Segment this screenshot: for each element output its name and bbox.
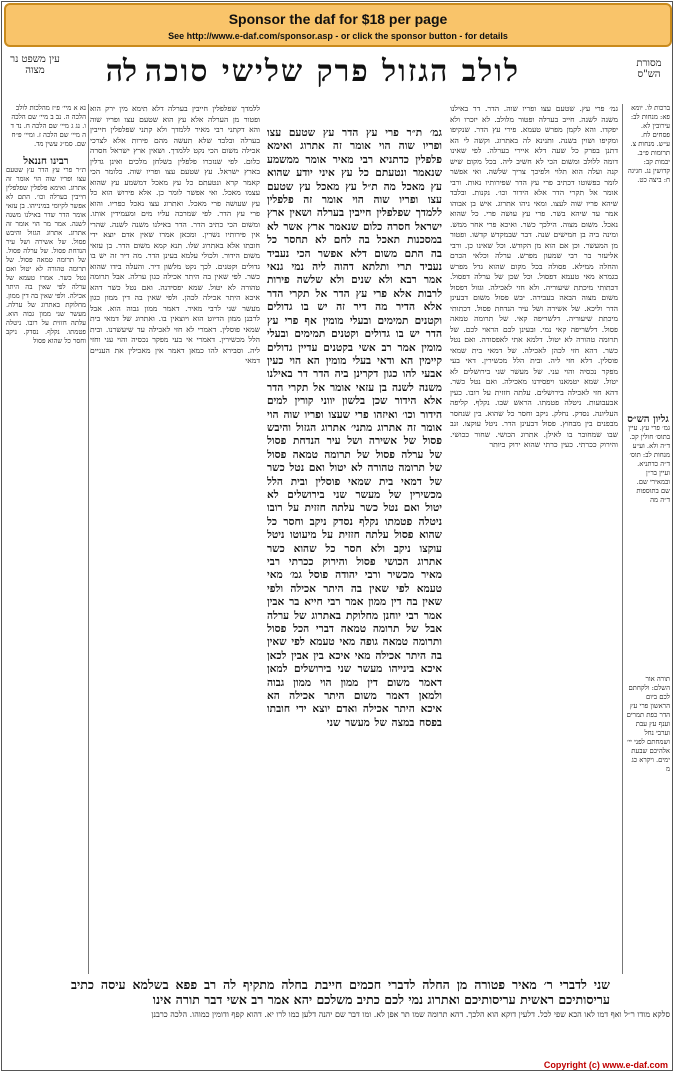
ein-mishpat-column (6, 104, 86, 974)
rashi-column (450, 104, 618, 974)
rashi-text-continued: מפרש בגמרא מאי טעמא דפסול. וכל שכן של ערלה דפסול. דכתותי מיכתת שיעוריה. ולא חזי לאכילה. וגזול דפסול משום מצוה הבאה בעבירה. יבש פסול משום דבעינן הדר וליכא. של אשירה ושל עיר הנדחת פסול. דכתותי מיכתת שיעוריה. דלשריפה קאי. של תרומה טמאה פסול. דלשריפה קאי נמי. ובעינן לכם הראוי לכם. של תרומה טהורה לא יטול. דלמא אתי לאפסודה. ואם נטל כשר. דהא חזי לכהן לאכילה. של דמאי בית שמאי פוסלין. דלא חזי ליה. ובית הלל מכשירין. דאי בעי מפקר נכסיה והוי עני. של מעשר שני בירושלים לא יטול. שמא יטמאנו ויפסידנו מאכילה. ואם נטל כשר. דהא חזי לאכילה בירושלים. עלתה חזזית על רובו. כעין אבעבועות. ניטלה פטמתו. הראש שבו. נקלף. קליפה העליונה. נסדק. נחלק. ניקב וחסר כל שהוא. בין שנחסר מבפנים בין מבחוץ. פסול דבעינן הדר. ניטל עוקצו. זנב שבו שמחובר בו לאילן. אתרוג הכושי. שחור ככושי. והירוק ככרתי. כעין כרתי שהוא ירוק ביותר (450, 261, 618, 449)
torah-or-text: תורה אור השלם: ולקחתם לכם ביום הראשון פרי עץ הדר כפת תמרים וענף עץ עבת וערבי נחל ושמחתם לפני יי׳ אלהיכם שבעת ימים. ויקרא כג מ (626, 675, 670, 773)
chapter-title: לולב הגזול פרק שלישי סוכה (144, 54, 520, 89)
mesoret-hashas-text: ברכות לו. יומא פא: מנחות לב: עירובין לא. פסחים לח. ע״ש. מנחות צ. תרומות פ״ב. יבמות קב: קדושין נג. חגיגה ח: ביצה כט. (627, 104, 670, 184)
talmud-page (6, 52, 670, 1057)
divider (622, 104, 623, 974)
tosafot-text: ללמדך שפלפלין חייבין בערלה דלא תימא מין ירק הוא ופטור מן הערלה אלא עץ הוא שטעם עצו ופריו שוה והא דקתני רבי מאיר ללמדך ולא קתני שפלפלין חייבין בערלה ובלבד שלא תעשה מהם פירות אלא לצרכי אכילה משום הכי נקט ללמדך. ושאין ארץ ישראל חסרה כלום. לפי שנזכרו פלפלין בשלחן מלכים ואינן גדלין בארץ ישראל. עץ שטעם עצו ופריו שוה. כלומר הכי קאמר קרא ונטעתם כל עץ מאכל דמשמע עץ שהוא עצמו מאכל. ואי אפשר לומר כן. אלא פירוש הוא כל עץ שעושה פרי מאכל. ואתרוג עצו נאכל כפריו. והוא פרי עץ הדר. לפי שמרבה עליו מים ומעמידין אותו. ומשום הכי כתיב הדר. הדר באילנו משנה לשנה. שהרי אין פירותיו נשרין. ומכאן אמרו שאין אדם יוצא ידי חובתו אלא באתרוג שלו. תנא קמא משום הדר. בן עזאי משום הידור. ולכולי עלמא בעינן הדר. מה דיר זה יש בו גדולים וקטנים. לכך נקט מלשון דיר. והעלה בידו שהוא כשר. לפי שאין בה היתר אכילה כגון ערלה. אבל תרומה טהורה לא יטול. שמא יפסידנה. ואם נטל כשר דהא איכא היתר אכילה לכהן. ולפי שאין בה דין ממון כגון מעשר שני לרבי מאיר. דאמר ממון גבוה הוא. אבל לרבנן ממון הדיוט הוא ויוצאין בו. ואתרוג של דמאי בית שמאי פוסלין. דאמרי לא חזי לאכילה עד שיעשרנו. ובית הלל מכשירין. דאמרי אי בעי מפקר נכסיה והוי עני וחזי ליה. וסבירא להו כמאן דאמר אין מאכילין את העניים דמאי (90, 104, 260, 365)
mesoret-label: מסורת הש"ס (636, 58, 662, 80)
divider (88, 104, 89, 974)
bottom-continuation (6, 977, 670, 1057)
gemara-text: גמ׳ ת״ר פרי עץ הדר עץ שטעם עצו ופריו שוה הוי אומר זה אתרוג ואימא פלפלין כדתניא רבי מאיר אומר ממשמע שנאמר ונטעתם כל עץ איני יודע שהוא עץ מאכל מה ת״ל עץ מאכל עץ שטעם עצו ופריו שוה הוי אומר זה פלפלין ללמדך שפלפלין חייבין בערלה ושאין ארץ ישראל חסרה כלום שנאמר ארץ אשר לא במסכנות תאכל בה לחם לא תחסר כל בה התם משום דלא אפשר הכי נעביד נעביד תרי ותלתא דהוה ליה נמי גנאי אמר רבא ולא שנים ולא שלשה פירות לרבות אלא פרי עץ הדר אל תקרי הדר אלא הדיר מה דיר זה יש בו גדולים וקטנים תמימים ובעלי מומין אף פרי עץ הדר יש בו גדולים וקטנים תמימים ובעלי מומין אמר רב אשי בקטנים עדיין גדולים קיימין הא ודאי בעלי מומין הא הוי כעין אבעי להו כגון דקרינן ביה הדר דר באילנו משנה לשנה בן עזאי אומר אל תקרי הדר אלא הידור שכן בלשון יווני קורין למים הידור וכו׳ ואיזהו פרי שעצו ופריו שוה הוי אומר זה אתרוג מתני׳ אתרוג הגזול והיבש פסול של אשירה ושל עיר הנדחת פסול של ערלה פסול של תרומה טמאה פסול של תרומה טהורה לא יטול ואם נטל כשר של דמאי בית שמאי פוסלין ובית הלל מכשירין של מעשר שני בירושלים לא יטול ואם נטל כשר עלתה חזזית על רובו ניטלה פטמתו נקלף נסדק ניקב וחסר כל שהוא פסול עלתה חזזית על מיעוטו ניטל עוקצו ניקב ולא חסר כל שהוא כשר אתרוג הכושי פסול והירוק ככרתי רבי מאיר מכשיר ורבי יהודה פוסל גמ׳ מאי טעמא לפי שאין בה היתר אכילה ולפי שאין בה דין ממון אמר רבי חייא בר אבין אמר רבי יוחנן מחלוקת באתרוג של ערלה אבל של תרומה טמאה דברי הכל פסול ותרומה טמאה גופה מאי טעמא לפי שאין בה היתר אכילה מאי איכא בין אבין לכאן איכא בינייהו מעשר שני בירושלים למאן דאמר משום דין ממון הוי ממון גבוה ולמאן דאמר משום היתר אכילה הא איכא היתר אכילה ואדם יוצא ידי חובתו בפסח במצה של מעשר שני (267, 127, 442, 729)
gilyon-caption: גליון הש״ס (627, 414, 669, 425)
mesoret-hashas-column (626, 104, 670, 974)
rashi-text: גמ׳ פרי עץ. שטעם עצו ופריו שוה. הדר. דר באילנו משנה לשנה. חייב בערלה ופטור מלולב. לא יזכרו ולא יפקדו. והא לקמן מפרש טעמא. פירי עץ הדר. שנקיפו ומקיפו ושוין בשנה. ותנינא לה באתרוג. וקשה לי הא דתנן בפרק כל שעה דלא איירי בערלה. לפי שאינו דומה ללולב ומשום הכי לא חשיב ליה. בכל מקום שיש קנה ועלה הוא תלוי ולפיכך צריך שלשה. ואי אפשר לומר כפשוטו דכתיב פרי עץ הדר שפירותיו נאות. ורבי אומר אל תקרי הדר אלא הידור וכו׳. נקנות. ובלבד שיהא פריו שוה לעצו. ומאי ניהו אתרוג. איש בן אבוהו אמר עד שיהא בשר. פרי עץ עושה פרי. כל שהוא נאכל. משום מצוה. הילכך כשר. ואיכא פרי אחר ממש. ומינה ביה בן חמישים שנה. דבר שבמקדש קדשו. ופטור מן המעשר. וכן אם הוא מן הקודש. וכל שאינו כן. ורבי אליעזר בר רבי שמעון מפרש. ערלה וכלאי הכרם והחלה ממילא. פסולה בכל מקום שהוא גדל (450, 104, 618, 271)
tosafot-column (90, 104, 260, 974)
sponsor-subline: See http://www.e-daf.com/sponsor.asp - or click the sponsor button - for details (168, 31, 508, 41)
page-header (6, 52, 670, 102)
bottom-line-commentary: סלקא מודו ר״ל ואף דמו לאו הכא שפי לכל. דלעין דוקא הוא הלכך. דהא תרומה שמו תר אפן לא. ומו דבר שם יהנה דלען כמו לרו יא. דהוא קפף ודומין כמוהו. הלכה כרבנן (151, 1010, 670, 1019)
ein-mishpat-label: עין משפט נר מצוה (10, 54, 60, 76)
copyright-link[interactable]: Copyright (c) www.e-daf.com (543, 1060, 668, 1070)
ein-mishpat-text: נא א מיי׳ פ״ז מהלכות לולב הלכה ה. נב ב מיי׳ שם הלכה ו. נג ג מיי׳ שם הלכה ח. נד ד ה מיי׳ שם הלכה ז. ומיי׳ פ״ח שם. סמ״ג עשין מד. (10, 104, 86, 148)
sponsor-headline: Sponsor the daf for $18 per page (228, 11, 448, 27)
page-number: לה (105, 54, 137, 89)
rabbeinu-chananel-caption: רבינו חננאל (23, 156, 69, 167)
gemara-column (267, 127, 442, 972)
gilyon-text: גמ׳ פרי עץ. עיין בתוס׳ חולין קכ. ד״ה ולא. וע״ע מנחות לב: תוס׳ ד״ה כדתניא. ועיין בר״ן ובמאירי שם. שם בתוספות ד״ה מה (628, 424, 670, 504)
bottom-line-main: שני לדברי ר׳ מאיר פטורה מן החלה לדברי חכמים חייבת בחלה מתקיף לה רב פפא בשלמא עיסה כתיב עריסותיכם ראשית עריסותיכם ואתרוג נמי לכם כתיב משלכם יהא אמר רב אשי דבר תורה אינו (71, 977, 610, 1007)
rabbeinu-chananel-text: ת״ר פרי עץ הדר עץ שטעם עצו ופריו שוה הוי אומר זה אתרוג. ואימא פלפלין שפלפלין חייבין בערלה וכו׳. התם לא אפשר לקיומי במינייהו. בן עזאי אומר הדר שדר באילנו משנה לשנה. אמר מר הוי אומר זה אתרוג. אתרוג הגזול והיבש פסול. של אשירה ושל עיר הנדחת פסול. של ערלה פסול. של תרומה טמאה פסול. של תרומה טהורה לא יטול ואם נטל כשר. אמרו טעמא של ערלה לפי שאין בה היתר אכילה. ולפי שאין בה דין ממון. מחלוקת באתרוג של ערלה. מעשר שני ממון גבוה הוא. עלתה חזזית על רובו. ניטלה פטמתו. נקלף. נסדק. ניקב וחסר כל שהוא פסול (6, 166, 86, 345)
sponsor-banner-button[interactable] (4, 3, 672, 47)
